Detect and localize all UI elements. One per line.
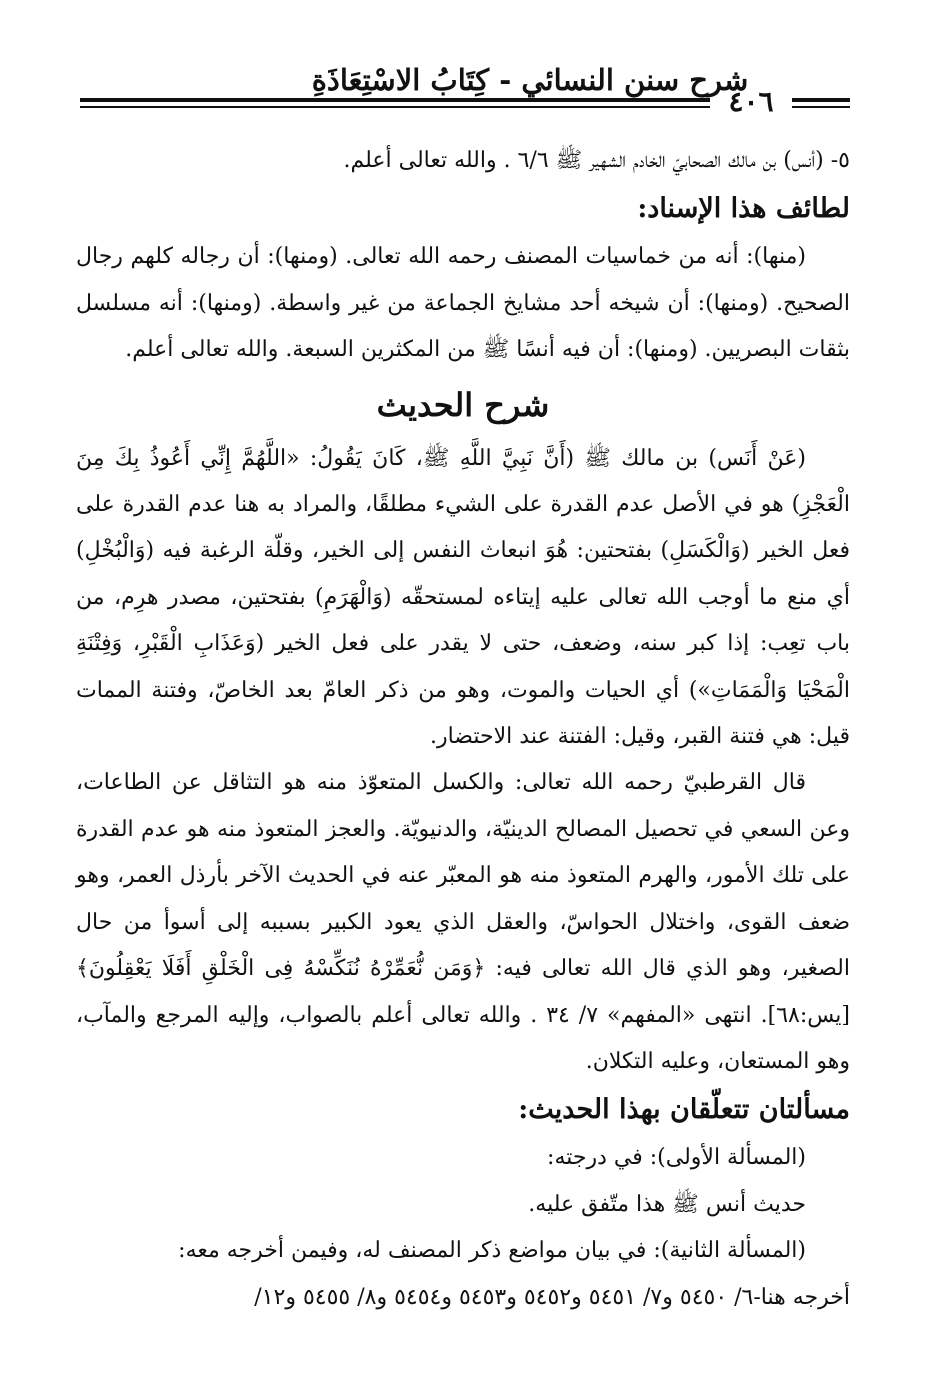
issue-two-heading: (المسألة الثانية): في بيان مواضع ذكر المصنف له، وفيمن أخرجه معه: [178,1238,806,1264]
hadith-commentary-paragraph: (عَنْ أَنَس) بن مالك ﷺ (أَنَّ نَبِيَّ اللَّهِ ﷺ، كَانَ يَقُولُ: «اللَّهُمَّ إِنِّي أَعُوذُ بِكَ مِنَ الْعَجْزِ) هو في الأصل عدم القدرة على الشيء مطلقًا، والمراد به هنا عدم القدرة على فعل الخير (وَالْكَسَلِ) بفتحتين: هُوَ انبعاث النفس إلى الخير، وقلّة الرغبة فيه (وَالْبُخْلِ) أي منع ما أوجب الله تعالى عليه إيتاءه لمستحقّه (وَالْهَرَمِ) بفتحتين، مصدر هرِم، من باب تعِب: إذا كبر سنه، وضعف، حتى لا يقدر على فعل الخير (وَعَذَابِ الْقَبْرِ، وَفِتْنَةِ الْمَحْيَا وَالْمَمَاتِ») أي الحيات والموت، وهو من ذكر العامّ بعد الخاصّ، وفتنة الممات قيل: هي فتنة القبر، وقيل: الفتنة عند الاحتضار. [76,445,850,750]
isnad-notes-paragraph: (منها): أنه من خماسيات المصنف رحمه الله تعالى. (ومنها): أن رجاله كلهم رجال الصحيح. (ومنها): أن شيخه أحد مشايخ الجماعة من غير واسطة. (ومنها): أنه مسلسل بثقات البصريين. (ومنها): أن فيه أنسًا ﷺ من المكثرين السبعة. والله تعالى أعلم. [76,244,850,363]
page-body [76,138,850,1321]
section-heading-isnad: لطائف هذا الإسناد: [637,193,850,225]
narrator-5-line: ٥- (أنس) بن مالك الصحابيّ الخادم الشهير ﷺ ٦/٦ . والله تعالى أعلم. [343,148,850,173]
page-number: ٤٠٦ [728,85,774,118]
running-title: شرح سنن النسائي - كِتَابُ الاسْتِعَاذَةِ [311,63,749,97]
issue-one-heading: (المسألة الأولى): في درجته: [547,1145,806,1171]
hadith-commentary-title: شرح الحديث [376,385,550,424]
issue-two-text: أخرجه هنا-٦/ ٥٤٥٠ و٧/ ٥٤٥١ و٥٤٥٢ و٥٤٥٣ و٥٤٥٤ و٨/ ٥٤٥٥ و١٢/ [254,1284,850,1310]
section-heading-issues: مسألتان تتعلّقان بهذا الحديث: [518,1094,850,1126]
header-rule-left [80,98,710,112]
header-rule-right [792,98,850,112]
qurtubi-quote-paragraph: قال القرطبيّ رحمه الله تعالى: والكسل المتعوّذ منه هو التثاقل عن الطاعات، وعن السعي في تحصيل المصالح الدينيّة، والدنيويّة. والعجز المتعوذ منه هو عدم القدرة على تلك الأمور، والهرم المتعوذ منه هو المعبّر عنه في الحديث الآخر بأرذل العمر، وهو ضعف القوى، واختلال الحواسّ، والعقل الذي يعود الكبير بسببه إلى أسوأ من حال الصغير، وهو الذي قال الله تعالى فيه: ﴿وَمَن نُّعَمِّرْهُ نُنَكِّسْهُ فِى الْخَلْقِ أَفَلَا يَعْقِلُونَ﴾ [يس:٦٨]. انتهى «المفهم» ٧/ ٣٤ . والله تعالى أعلم بالصواب، وإليه المرجع والمآب، وهو المستعان، وعليه التكلان. [76,770,851,1074]
issue-one-text: حديث أنس ﷺ هذا متّفق عليه. [528,1191,806,1217]
